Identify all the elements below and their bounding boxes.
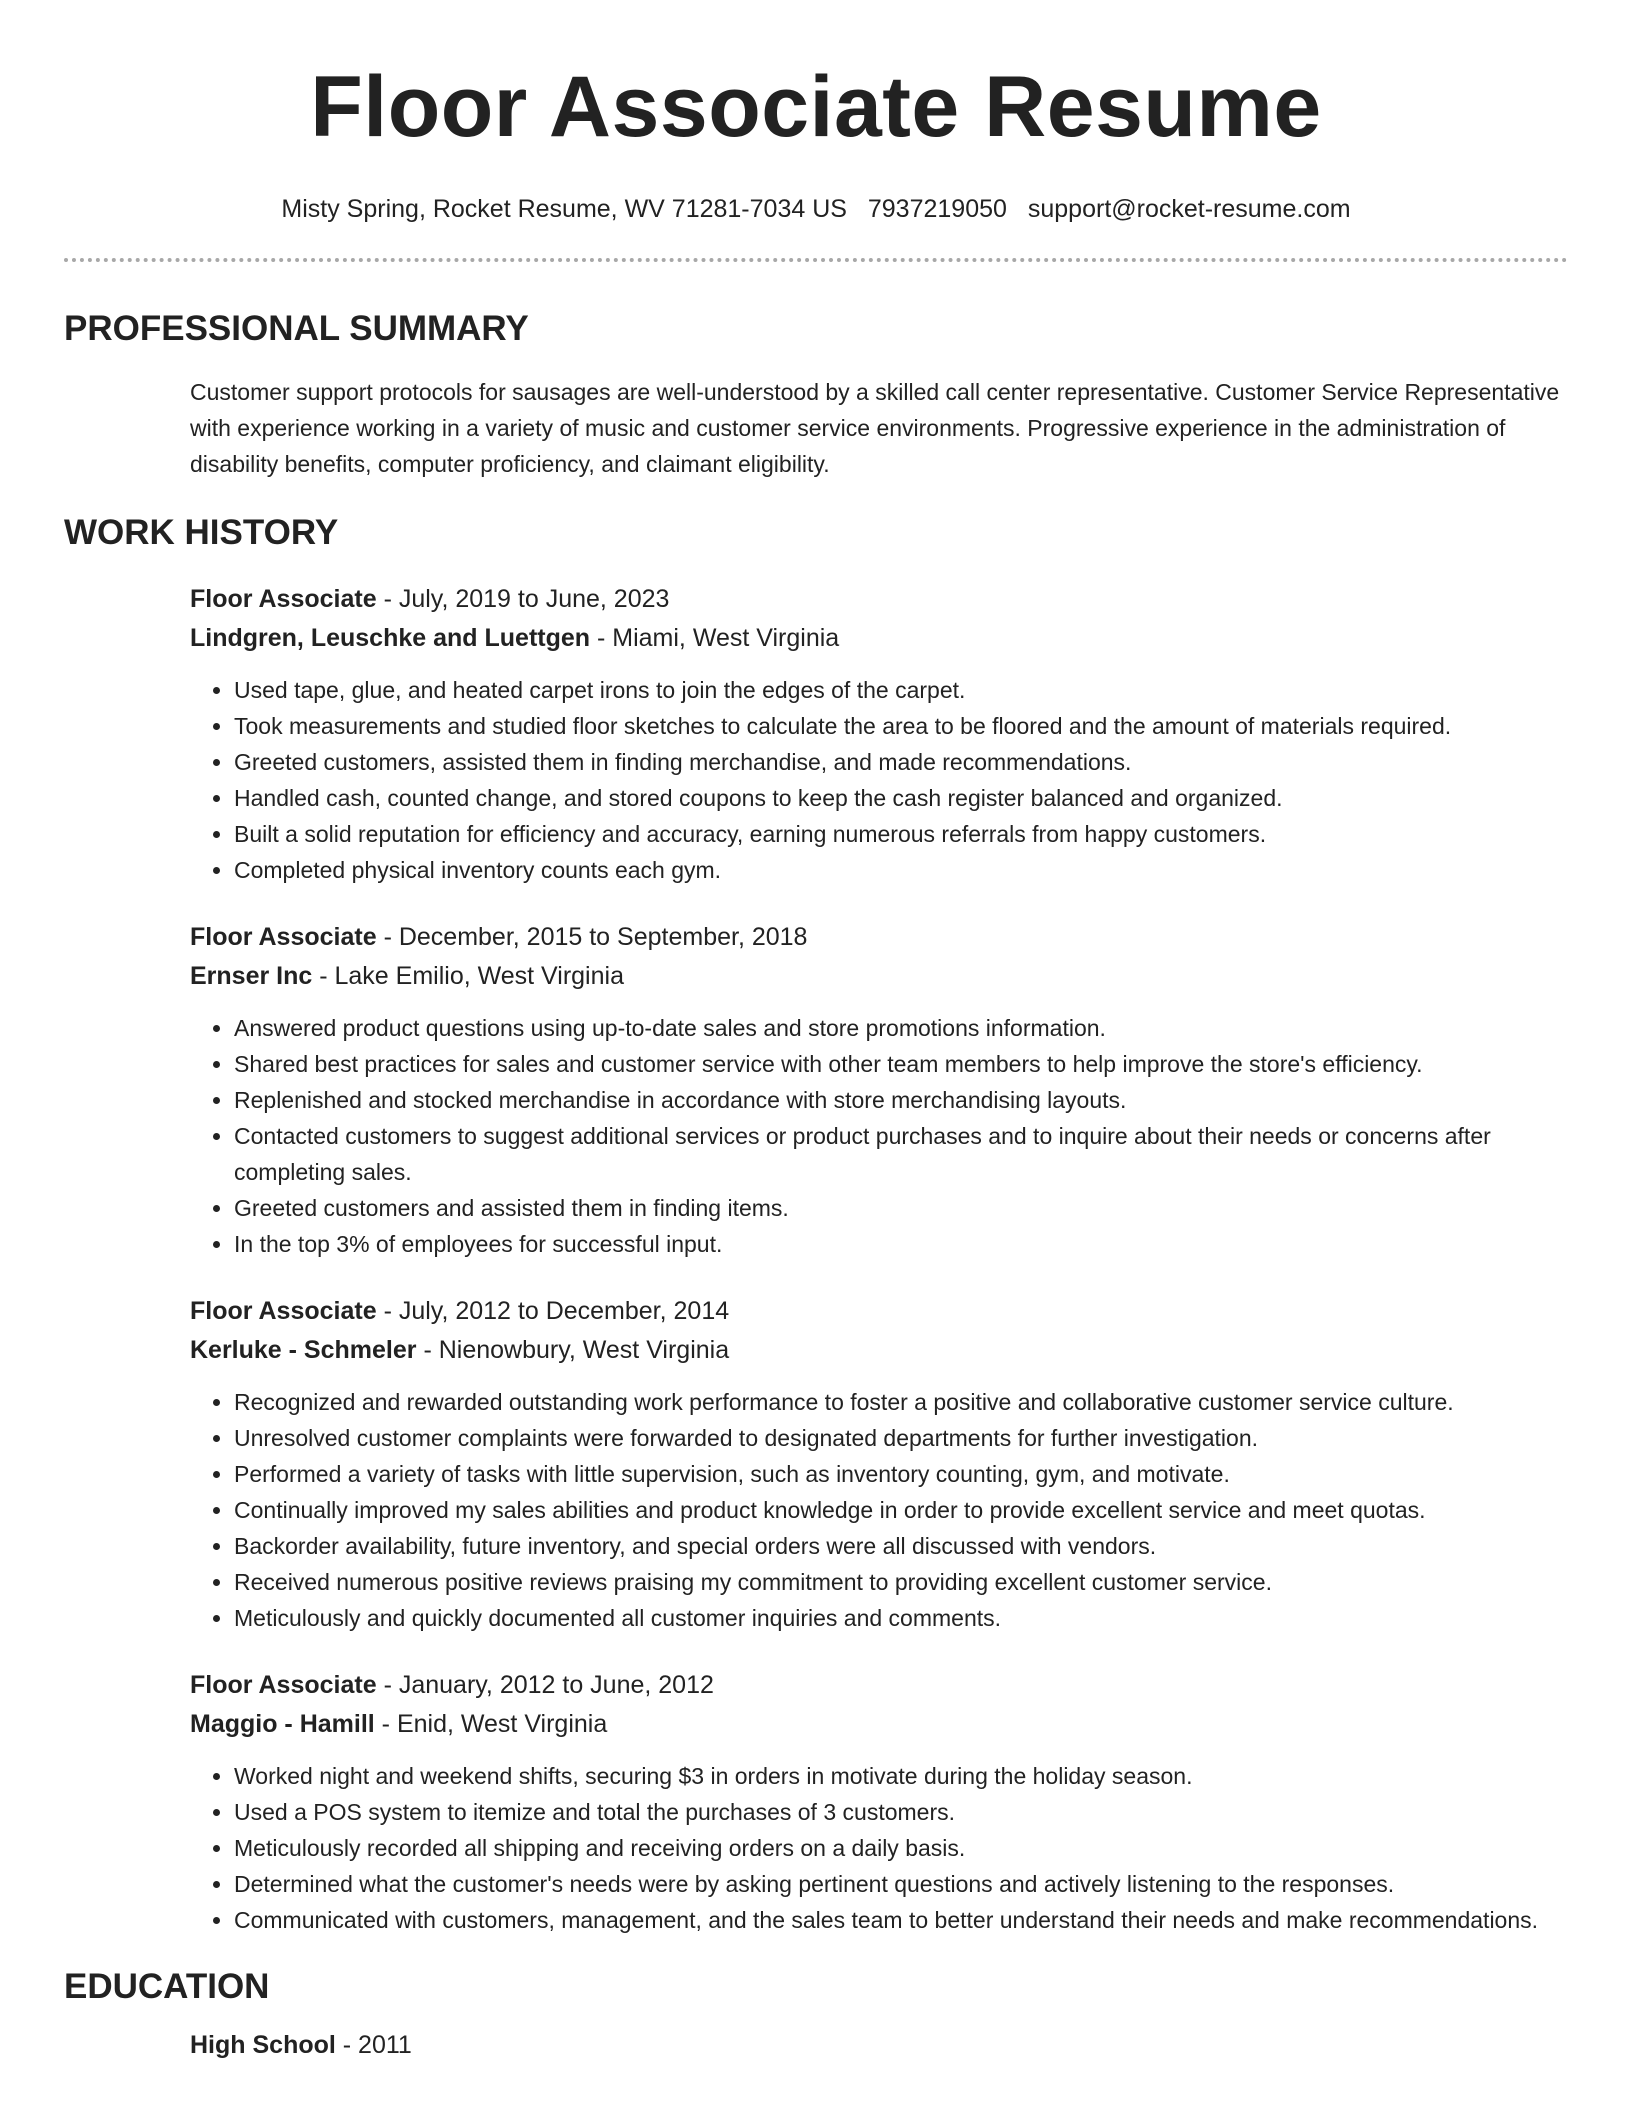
job-company: Ernser Inc (190, 962, 313, 990)
job-dates: - July, 2019 to June, 2023 (376, 585, 670, 613)
job-entry (190, 1292, 1568, 1636)
education-degree: High School (190, 2031, 336, 2059)
job-entry (190, 580, 1568, 888)
job-bullet: • Backorder availability, future inventory, and special orders were all discussed with vendors. (234, 1528, 1568, 1564)
job-bullet: • Received numerous positive reviews praising my commitment to providing excellent customer service. (234, 1564, 1568, 1600)
job-bullet: • Meticulously recorded all shipping and receiving orders on a daily basis. (234, 1830, 1568, 1866)
header-divider (64, 258, 1568, 262)
job-bullet: • Built a solid reputation for efficiency and accuracy, earning numerous referrals from happy customers. (234, 816, 1568, 852)
job-bullet: • Shared best practices for sales and customer service with other team members to help improve the store's efficiency. (234, 1046, 1568, 1082)
job-bullet: • Greeted customers, assisted them in finding merchandise, and made recommendations. (234, 744, 1568, 780)
education-entry (64, 2026, 1568, 2065)
work-history-heading: WORK HISTORY (64, 513, 339, 552)
job-location: - Miami, West Virginia (590, 624, 840, 652)
job-dates: - July, 2012 to December, 2014 (376, 1297, 730, 1325)
education-year: - 2011 (335, 2031, 412, 2059)
job-bullet: • Continually improved my sales abilities and product knowledge in order to provide excellent service and meet quotas. (234, 1492, 1568, 1528)
job-bullets (190, 672, 1568, 888)
job-company: Kerluke - Schmeler (190, 1336, 417, 1364)
education-line (190, 2026, 1568, 2065)
job-role-line (190, 580, 1568, 619)
job-bullet: • Worked night and weekend shifts, securing $3 in orders in motivate during the holiday season. (234, 1758, 1568, 1794)
job-company-line (190, 619, 1568, 658)
job-bullet: • Contacted customers to suggest additional services or product purchases and to inquire about their needs or concerns after completing sales. (234, 1118, 1568, 1190)
summary-text: Customer support protocols for sausages are well-understood by a skilled call center representative. Customer Service Representative with experience working in a variety of music and customer service environments. Progressive experience in the administration of disability benefits, computer proficiency, and claimant eligibility. (190, 379, 1560, 477)
job-bullet: • Greeted customers and assisted them in finding items. (234, 1190, 1568, 1226)
contact-phone: 7937219050 (867, 195, 1007, 223)
job-role-line (190, 1292, 1568, 1331)
job-location: - Enid, West Virginia (374, 1710, 608, 1738)
job-bullet: • Recognized and rewarded outstanding work performance to foster a positive and collaborative customer service culture. (234, 1384, 1568, 1420)
job-dates: - December, 2015 to September, 2018 (376, 923, 808, 951)
job-role: Floor Associate (190, 1297, 377, 1325)
job-role-line (190, 918, 1568, 957)
job-bullets (190, 1384, 1568, 1636)
job-role: Floor Associate (190, 923, 377, 951)
job-company-line (190, 957, 1568, 996)
job-bullets (190, 1010, 1568, 1262)
job-bullet: • Answered product questions using up-to-date sales and store promotions information. (234, 1010, 1568, 1046)
job-bullet: • Took measurements and studied floor sketches to calculate the area to be floored and the amount of materials required. (234, 708, 1568, 744)
job-company-line (190, 1331, 1568, 1370)
job-bullet: • In the top 3% of employees for successful input. (234, 1226, 1568, 1262)
jobs-list (64, 580, 1568, 1938)
job-dates: - January, 2012 to June, 2012 (376, 1671, 714, 1699)
job-bullet: • Determined what the customer's needs were by asking pertinent questions and actively listening to the responses. (234, 1866, 1568, 1902)
job-bullet: • Completed physical inventory counts each gym. (234, 852, 1568, 888)
job-company: Lindgren, Leuschke and Luettgen (190, 624, 591, 652)
job-bullets (190, 1758, 1568, 1938)
page-title: Floor Associate Resume (310, 59, 1322, 155)
job-bullet: • Performed a variety of tasks with little supervision, such as inventory counting, gym, and motivate. (234, 1456, 1568, 1492)
summary-heading: PROFESSIONAL SUMMARY (64, 309, 529, 348)
job-role: Floor Associate (190, 585, 377, 613)
job-bullet: • Handled cash, counted change, and stored coupons to keep the cash register balanced and organized. (234, 780, 1568, 816)
job-company-line (190, 1705, 1568, 1744)
job-bullet: • Replenished and stocked merchandise in accordance with store merchandising layouts. (234, 1082, 1568, 1118)
job-bullet: • Communicated with customers, management, and the sales team to better understand their needs and make recommendations. (234, 1902, 1568, 1938)
contact-address: Misty Spring, Rocket Resume, WV 71281-7034 US (281, 195, 847, 223)
contact-email: support@rocket-resume.com (1027, 195, 1351, 223)
job-location: - Lake Emilio, West Virginia (312, 962, 624, 990)
job-bullet: • Meticulously and quickly documented all customer inquiries and comments. (234, 1600, 1568, 1636)
job-bullet: • Used a POS system to itemize and total the purchases of 3 customers. (234, 1794, 1568, 1830)
job-company: Maggio - Hamill (190, 1710, 375, 1738)
job-role: Floor Associate (190, 1671, 377, 1699)
education-heading: EDUCATION (64, 1967, 270, 2006)
job-bullet: • Unresolved customer complaints were forwarded to designated departments for further investigation. (234, 1420, 1568, 1456)
job-bullet: • Used tape, glue, and heated carpet irons to join the edges of the carpet. (234, 672, 1568, 708)
contact-line (64, 194, 1568, 224)
job-location: - Nienowbury, West Virginia (416, 1336, 730, 1364)
job-role-line (190, 1666, 1568, 1705)
job-entry (190, 1666, 1568, 1938)
job-entry (190, 918, 1568, 1262)
